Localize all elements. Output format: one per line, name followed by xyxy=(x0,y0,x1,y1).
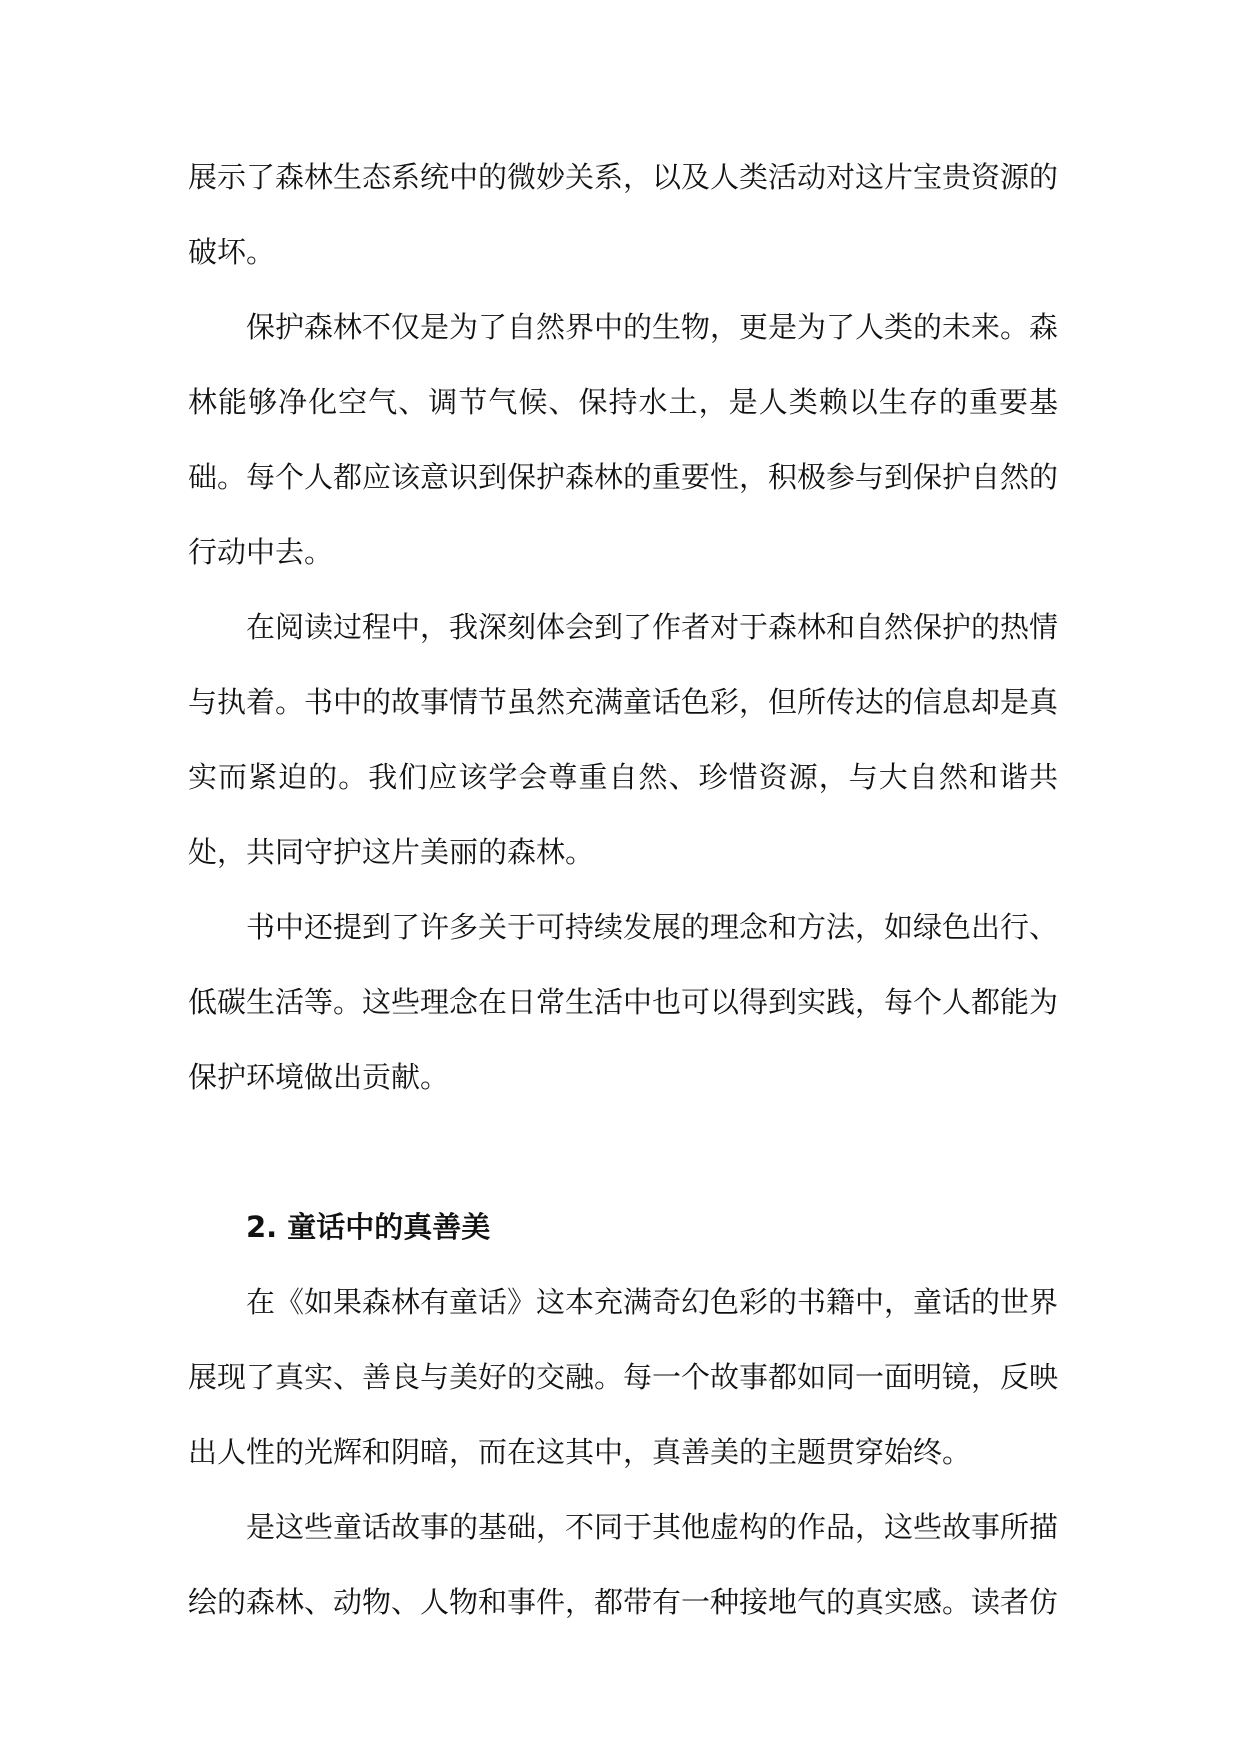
paragraph-reading-experience: 在阅读过程中，我深刻体会到了作者对于森林和自然保护的热情与执着。书中的故事情节虽然充满童话色彩，但所传达的信息却是真实而紧迫的。我们应该学会尊重自然、珍惜资源，与大自然和谐共处，共同守护这片美丽的森林。 xyxy=(188,610,1059,869)
paragraph-protect-forest: 保护森林不仅是为了自然界中的生物，更是为了人类的未来。森林能够净化空气、调节气候、保持水土，是人类赖以生存的重要基础。每个人都应该意识到保护森林的重要性，积极参与到保护自然的行动中去。 xyxy=(188,310,1059,569)
section-spacer xyxy=(188,1115,1058,1190)
paragraph-forest-ecosystem: 展示了森林生态系统中的微妙关系，以及人类活动对这片宝贵资源的破坏。 xyxy=(188,160,1059,269)
paragraph-fairy-tale-world: 在《如果森林有童话》这本充满奇幻色彩的书籍中，童话的世界展现了真实、善良与美好的交融。每一个故事都如同一面明镜，反映出人性的光辉和阴暗，而在这其中，真善美的主题贯穿始终。 xyxy=(188,1285,1059,1469)
paragraph-sustainable-development: 书中还提到了许多关于可持续发展的理念和方法，如绿色出行、低碳生活等。这些理念在日常生活中也可以得到实践，每个人都能为保护环境做出贡献。 xyxy=(188,910,1059,1094)
document-page xyxy=(188,140,1058,1640)
section-heading: 2. 童话中的真善美 xyxy=(246,1210,491,1244)
paragraph-fairy-tale-basis: 是这些童话故事的基础，不同于其他虚构的作品，这些故事所描绘的森林、动物、人物和事件，都带有一种接地气的真实感。读者仿 xyxy=(188,1510,1059,1619)
